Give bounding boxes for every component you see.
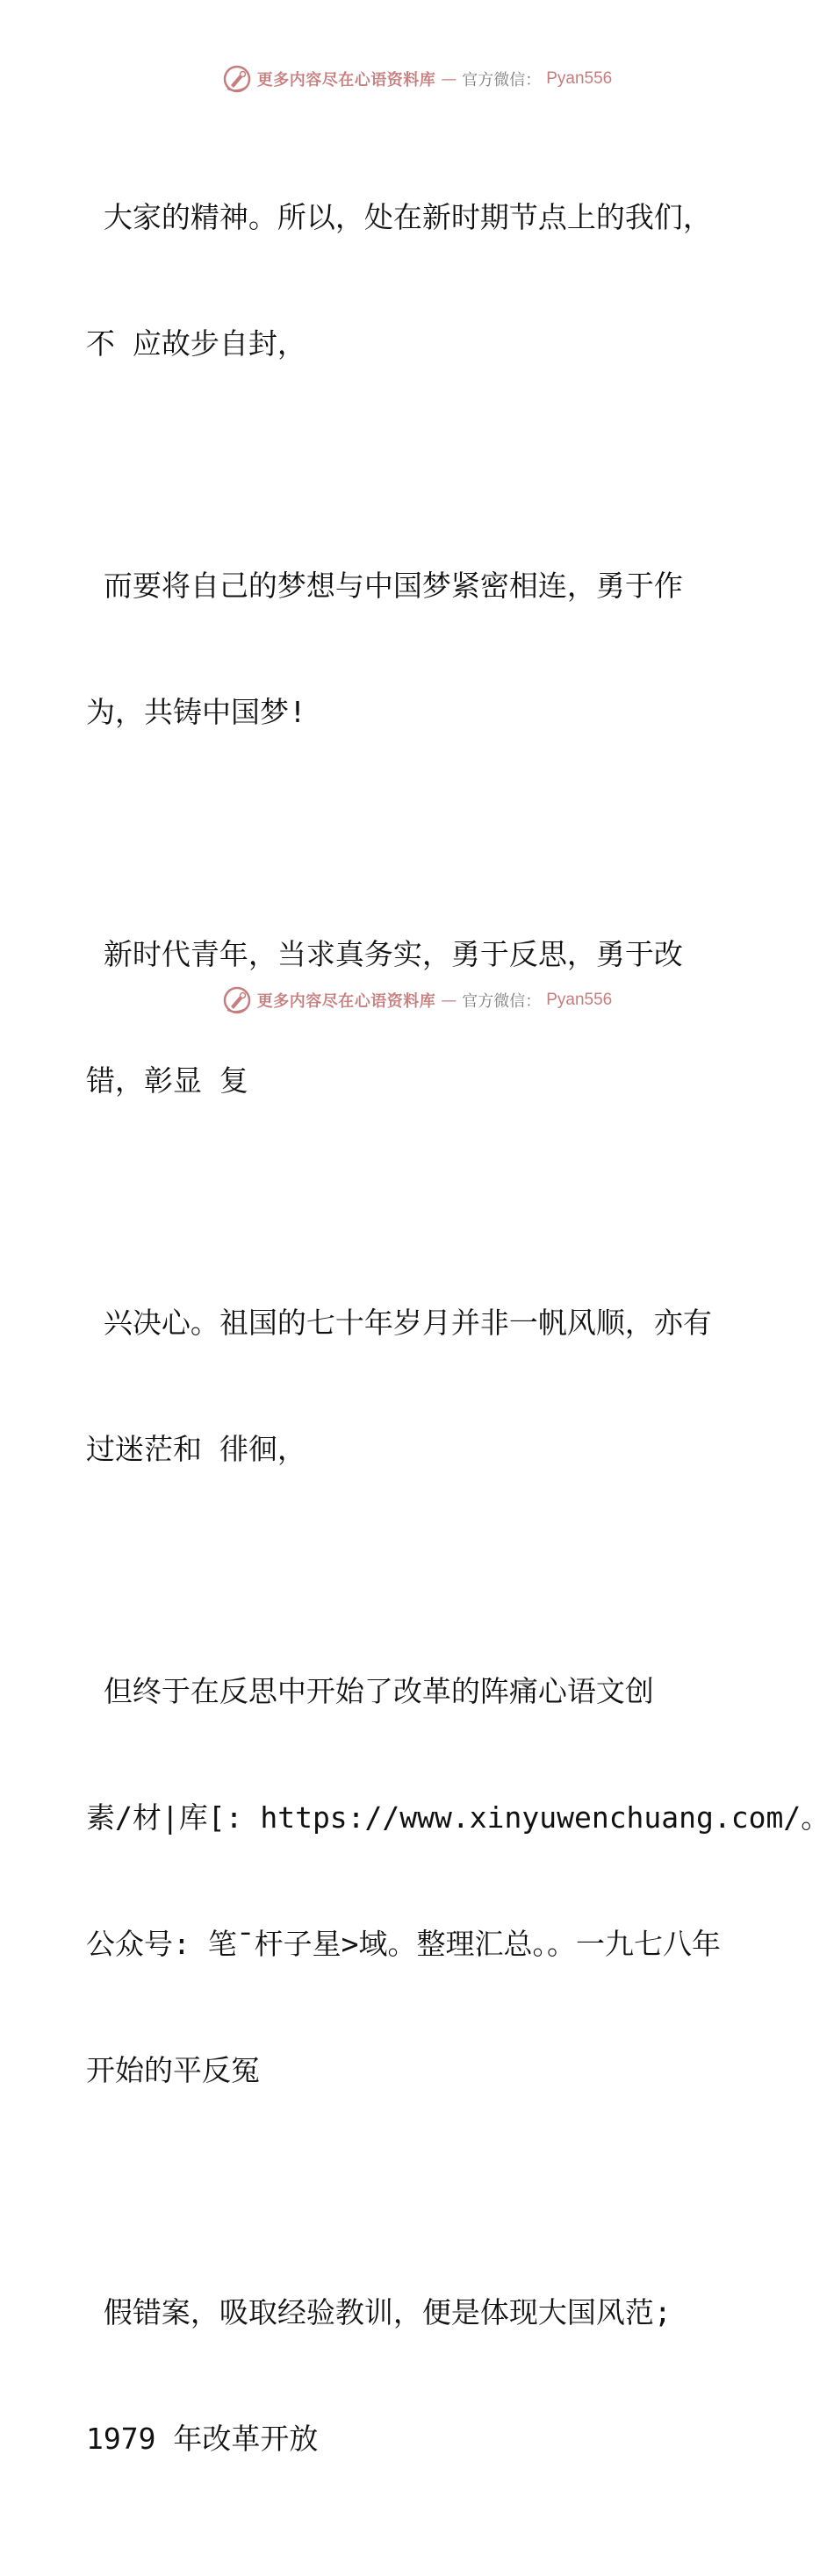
header-brand-text: 更多内容尽在心语资料库 (256, 71, 436, 89)
text-line: 为，共铸中国梦! (86, 695, 306, 729)
paragraph-1 (86, 112, 788, 449)
footer-banner-inner (222, 985, 613, 1015)
footer-dash: — (441, 991, 457, 1010)
paragraph-2 (86, 481, 788, 818)
text-line: 1979 年改革开放 (86, 2422, 319, 2456)
text-line: 不 应故步自封， (86, 326, 306, 361)
text-line: 假错案，吸取经验教训，便是体现大国风范; (86, 2295, 672, 2329)
text-line: 开始的平反冤 (86, 2053, 260, 2087)
document-body (86, 112, 830, 2576)
header-account-handle: Pyan556 (546, 69, 613, 88)
footer-banner (0, 983, 834, 1018)
text-line: 素/材|库[: https://www.xinyuwenchuang.com/。 (86, 1800, 830, 1835)
footer-account-label: 官方微信： (462, 992, 542, 1011)
text-line: 错，彰显 复 (86, 1063, 248, 1098)
text-line: 公众号: 笔¯杆子星>域。整理汇总。。一九七八年 (86, 1927, 721, 1961)
paragraph-5 (86, 1586, 830, 2176)
text-line: 但终于在反思中开始了改革的阵痛心语文创 (86, 1674, 654, 1708)
pen-nib-logo-icon (222, 985, 252, 1015)
header-banner (0, 61, 834, 97)
text-line: 而要将自己的梦想与中国梦紧密相连，勇于作 (86, 569, 683, 603)
paragraph-6 (86, 2207, 788, 2544)
pen-nib-logo-icon (222, 64, 252, 94)
paragraph-4 (86, 1218, 788, 1555)
text-line: 大家的精神。所以，处在新时期节点上的我们， (86, 200, 712, 234)
header-account-label: 官方微信： (462, 71, 542, 89)
header-dash: — (441, 69, 457, 89)
footer-brand-text: 更多内容尽在心语资料库 (256, 992, 436, 1011)
text-line: 过迷茫和 徘徊， (86, 1432, 306, 1466)
text-line: 兴决心。祖国的七十年岁月并非一帆风顺，亦有 (86, 1306, 712, 1340)
paragraph-3 (86, 849, 788, 1186)
text-line: 新时代青年，当求真务实，勇于反思，勇于改 (86, 937, 683, 971)
header-banner-inner (222, 64, 613, 94)
footer-account-handle: Pyan556 (546, 991, 613, 1009)
